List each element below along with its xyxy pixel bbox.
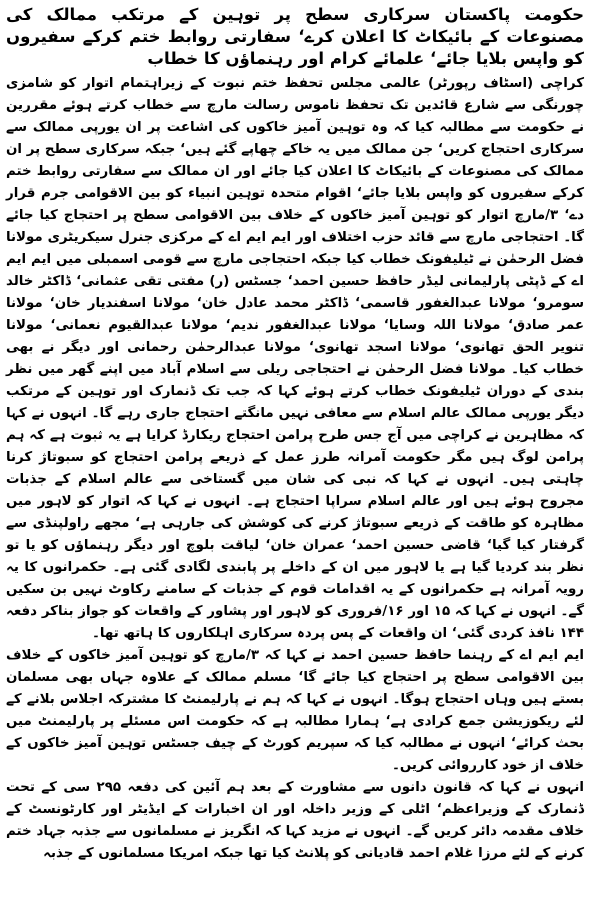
article-paragraph: کراچی (اسٹاف رپورٹر) عالمی مجلس تحفظ ختم نبوت کے زیراہتمام اتوار کو شامزی چورنگی سے شارع قائدین تک تحفظ ناموس رسالت مارچ سے خطاب کرتے ہوئے مقررین نے حکومت سے مطالبہ کیا کہ وہ توہین آمیز خاکوں کی اشاعت پر ان یورپی ممالک سے سرکاری احتجاج کریں‘ جن ممالک میں یہ خاکے چھاپے گئے ہیں‘ جبکہ سرکاری سطح پر ان ممالک کی مصنوعات کے بائیکاٹ کا اعلان کیا جائے اور ان ممالک سے سفارتی روابط ختم کرکے سفیروں کو واپس بلایا جائے‘ اقوام متحدہ توہین انبیاء کو بین الاقوامی جرم قرار دے‘ ۳/مارچ اتوار کو توہین آمیز خاکوں کے خلاف بین الاقوامی سطح پر احتجاج کیا جائے گا۔ احتجاجی مارچ سے قائد حزب اختلاف اور ایم ایم اے کے مرکزی جنرل سیکریٹری مولانا فضل الرحمٰن نے ٹیلیفونک خطاب کیا جبکہ احتجاجی مارچ سے قومی اسمبلی میں ایم ایم اے کے ڈپٹی پارلیمانی لیڈر حافظ حسین احمد‘ جسٹس (ر) مفتی تقی عثمانی‘ ڈاکٹر خالد سومرو‘ مولانا عبدالغفور قاسمی‘ ڈاکٹر محمد عادل خان‘ مولانا اسفندیار خان‘ مولانا عمر صادق‘ مولانا اللہ وسایا‘ مولانا عبدالغفور ندیم‘ مولانا عبدالقیوم نعمانی‘ مولانا تنویر الحق تھانوی‘ مولانا اسجد تھانوی‘ مولانا عبدالرحمٰن رحمانی اور دیگر نے بھی خطاب کیا۔ مولانا فضل الرحمٰن نے احتجاجی ریلی سے اسلام آباد میں اپنے گھر میں نظر بندی کے دوران ٹیلیفونک خطاب کرتے ہوئے کہا کہ جب تک ڈنمارک اور توہین کے مرتکب دیگر یورپی ممالک عالم اسلام سے معافی نہیں مانگتے احتجاج جاری رہے گا۔ انہوں نے کہا کہ مظاہرین نے کراچی میں آج جس طرح پرامن احتجاج ریکارڈ کرایا ہے یہ ثبوت ہے کہ ہم پرامن لوگ ہیں مگر حکومت آمرانہ طرز عمل کے ذریعے پرامن احتجاج کو سبوتاژ کرنا چاہتی ہیں۔ انہوں نے کہا کہ نبی کی شان میں گستاخی سے عالم اسلام کے جذبات مجروح ہوئے ہیں اور عالم اسلام سراپا احتجاج ہے۔ انہوں نے کہا کہ اتوار کو لاہور میں مظاہرہ کو طاقت کے ذریعے سبوتاژ کرنے کی کوشش کی جارہی ہے‘ مجھے راولپنڈی سے گرفتار کیا گیا‘ قاضی حسین احمد‘ عمران خان‘ لیاقت بلوچ اور دیگر رہنماؤں کو یا تو نظر بند کردیا گیا ہے یا لاہور میں ان کے داخلے پر پابندی لگادی گئی ہے۔ حکمرانوں کا یہ رویہ آمرانہ ہے حکمرانوں کے یہ اقدامات قوم کے جذبات کے سامنے رکاوٹ نہیں بن سکیں گے۔ انہوں نے کہا کہ ۱۵ اور ۱۶/فروری کو لاہور اور پشاور کے واقعات کو جواز بناکر دفعہ ۱۴۴ نافذ کردی گئی‘ ان واقعات کے پس پردہ سرکاری اہلکاروں کا ہاتھ تھا۔: [6, 76, 585, 641]
article-paragraph: انہوں نے کہا کہ قانون دانوں سے مشاورت کے بعد ہم آئین کی دفعہ ۲۹۵ سی کے تحت ڈنمارک کے وزیراعظم‘ اٹلی کے وزیر داخلہ اور ان اخبارات کے ایڈیٹر اور کارٹونسٹ کے خلاف مقدمہ دائر کریں گے۔ انہوں نے مزید کہا کہ انگریز نے مسلمانوں سے جذبہ جہاد ختم کرنے کے لئے مرزا غلام احمد قادیانی کو پلانٹ کیا تھا جبکہ امریکا مسلمانوں کے جذبہ: [6, 780, 584, 861]
article-paragraph: ایم ایم اے کے رہنما حافظ حسین احمد نے کہا کہ ۳/مارچ کو توہین آمیز خاکوں کے خلاف بین الاقوامی سطح پر احتجاج کیا جائے گا‘ مسلم ممالک کے علاوہ جہاں بھی مسلمان بستے ہیں وہاں احتجاج ہوگا۔ انہوں نے کہا کہ ہم نے پارلیمنٹ کا مشترکہ اجلاس بلانے کے لئے ریکوزیشن جمع کرادی ہے‘ ہمارا مطالبہ ہے کہ حکومت اس مسئلے پر پارلیمنٹ میں بحث کرائے‘ انہوں نے مطالبہ کیا کہ سپریم کورٹ کے چیف جسٹس توہین آمیز خاکوں کے خلاف از خود کارروائی کریں۔: [6, 648, 584, 773]
headline: حکومت پاکستان سرکاری سطح پر توہین کے مرتکب ممالک کی مصنوعات کے بائیکاٹ کا اعلان کرے‘ سفارتی روابط ختم کرکے سفیروں کو واپس بلایا جائے‘ علمائے کرام اور رہنماؤں کا خطاب: [6, 5, 584, 68]
article-body: [6, 73, 584, 865]
